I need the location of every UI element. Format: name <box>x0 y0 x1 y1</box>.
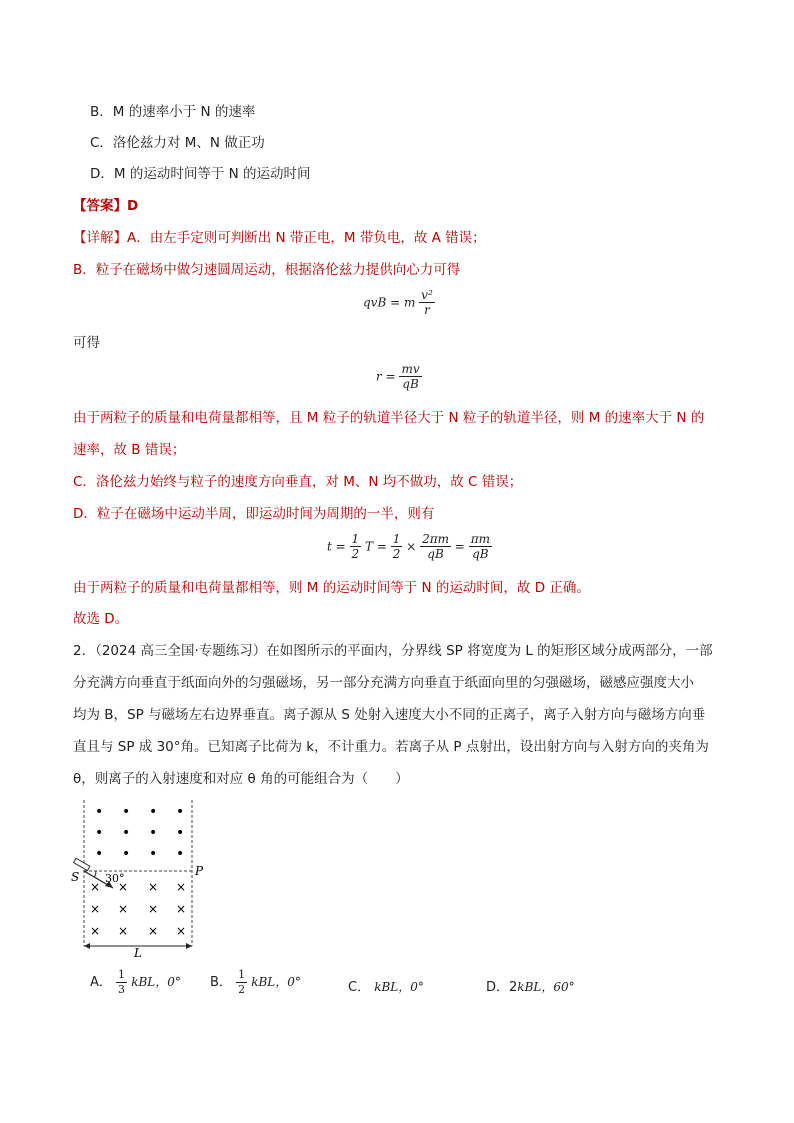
choice-a-letter: A． <box>90 975 112 990</box>
choice-a-value: kBL，0° <box>131 975 181 989</box>
dot: • <box>122 825 131 841</box>
cross: × <box>148 924 159 938</box>
q2-line5: θ，则离子的入射速度和对应 θ 角的可能组合为（ ） <box>73 771 409 787</box>
choice-b-fraction <box>236 968 247 997</box>
q1-option-c: C．洛伦兹力对 M、N 做正功 <box>90 135 265 151</box>
eq1-fraction <box>419 288 435 317</box>
dim-arrow-right <box>186 943 192 949</box>
label-angle: 30° <box>105 872 125 885</box>
q1-detail-d2: 由于两粒子的质量和电荷量都相等，则 M 的运动时间等于 N 的运动时间，故 D 正确。 <box>73 580 590 596</box>
choice-c-letter: C． <box>348 980 371 995</box>
dot: • <box>176 804 185 820</box>
label-P: P <box>195 864 204 878</box>
q1-kede: 可得 <box>73 335 100 351</box>
cross: × <box>118 924 129 938</box>
q1-option-d: D．M 的运动时间等于 N 的运动时间 <box>90 166 311 182</box>
ion-source <box>74 858 90 870</box>
label-S: S <box>71 870 80 884</box>
choice-b-letter: B． <box>210 975 232 990</box>
choice-b-value: kBL，0° <box>251 975 301 989</box>
dot: • <box>122 804 131 820</box>
choice-d-value: kBL，60° <box>517 980 575 994</box>
choice-a[interactable] <box>90 968 181 997</box>
eq2-fraction <box>399 362 421 391</box>
eq3-frac3-den: qB <box>427 547 444 561</box>
eq2-numerator: mv <box>401 362 420 376</box>
dot: • <box>149 825 158 841</box>
dot: • <box>176 825 185 841</box>
cross: × <box>90 902 101 916</box>
dot: • <box>149 804 158 820</box>
field-crosses-in <box>90 880 186 938</box>
q2-line4: 直且与 SP 成 30°角。已知离子比荷为 k，不计重力。若离子从 P 点射出，设出射方向与入射方向的夹角为 <box>73 739 709 755</box>
cross: × <box>90 924 101 938</box>
q1-answer: 【答案】D <box>73 198 139 214</box>
eq1-numerator: v² <box>421 288 433 302</box>
q1-detail-d1: D．粒子在磁场中运动半周，即运动时间为周期的一半，则有 <box>73 506 435 522</box>
dim-arrow-left <box>84 943 90 949</box>
q2-line1: 2．（2024 高三全国·专题练习）在如图所示的平面内，分界线 SP 将宽度为 L 的矩形区域分成两部分，一部 <box>73 643 713 659</box>
choice-d-letter: D．2 <box>486 980 518 995</box>
cross: × <box>176 880 187 894</box>
q1-detail-c: C．洛伦兹力始终与粒子的速度方向垂直，对 M、N 均不做功，故 C 错误； <box>73 474 523 490</box>
cross: × <box>148 902 159 916</box>
q1-option-b: B．M 的速率小于 N 的速率 <box>90 104 256 120</box>
cross: × <box>90 880 101 894</box>
label-L: L <box>134 946 142 958</box>
eq3-frac3-num: 2πm <box>422 532 449 546</box>
choice-a-den: 3 <box>118 983 126 996</box>
field-dots-out <box>95 804 184 862</box>
dot: • <box>149 846 158 862</box>
q1-detail-b2: 由于两粒子的质量和电荷量都相等，且 M 粒子的轨道半径大于 N 粒子的轨道半径，则 M 的速率大于 N 的 <box>73 410 705 426</box>
choice-a-fraction <box>116 968 127 997</box>
q1-detail-b3: 速率，故 B 错误； <box>73 442 186 458</box>
eq3-frac4-den: qB <box>472 547 489 561</box>
q2-line2: 分充满方向垂直于纸面向外的匀强磁场，另一部分充满方向垂直于纸面向里的匀强磁场，磁感应强度大小 <box>73 675 694 691</box>
dot: • <box>95 804 104 820</box>
eq3-times: × <box>406 539 417 554</box>
dot: • <box>95 846 104 862</box>
cross: × <box>148 880 159 894</box>
eq1-left: qvB = m <box>363 295 416 310</box>
eq3-frac2-den: 2 <box>392 547 401 561</box>
eq3-t: t = <box>327 539 346 554</box>
cross: × <box>118 880 129 894</box>
eq2-denominator: qB <box>402 377 419 391</box>
eq3-frac1-den: 2 <box>351 547 360 561</box>
equation-radius <box>376 362 422 391</box>
choice-c[interactable] <box>348 976 424 995</box>
cross: × <box>118 902 129 916</box>
eq3-frac2-num: 1 <box>392 532 401 546</box>
q1-detail-b1: B．粒子在磁场中做匀速圆周运动，根据洛伦兹力提供向心力可得 <box>73 262 461 278</box>
dot: • <box>176 846 185 862</box>
eq3-frac1 <box>350 532 362 561</box>
dot: • <box>95 825 104 841</box>
eq3-T: T = <box>365 539 387 554</box>
choice-c-value: kBL，0° <box>374 980 424 994</box>
angle-arc <box>95 871 97 877</box>
cross: × <box>176 924 187 938</box>
q2-line3: 均为 B，SP 与磁场左右边界垂直。离子源从 S 处射入速度大小不同的正离子，离子入射方向与磁场方向垂 <box>73 707 706 723</box>
q1-detail-a: 【详解】A．由左手定则可判断出 N 带正电，M 带负电，故 A 错误； <box>73 230 486 246</box>
eq2-left: r = <box>376 369 396 384</box>
dot: • <box>122 846 131 862</box>
eq3-equals: = <box>454 539 465 554</box>
choice-b-den: 2 <box>238 983 246 996</box>
eq3-frac4 <box>469 532 492 561</box>
eq1-denominator: r <box>424 303 430 317</box>
eq3-frac3 <box>420 532 451 561</box>
choice-b[interactable] <box>210 968 301 997</box>
choice-b-num: 1 <box>238 968 246 981</box>
equation-time <box>327 532 492 561</box>
q1-final: 故选 D。 <box>73 611 129 627</box>
choice-d[interactable] <box>486 976 575 995</box>
magnetic-field-figure <box>66 796 206 958</box>
eq3-frac1-num: 1 <box>351 532 360 546</box>
eq3-frac2 <box>391 532 403 561</box>
cross: × <box>176 902 187 916</box>
choice-a-num: 1 <box>118 968 126 981</box>
eq3-frac4-num: πm <box>470 532 490 546</box>
equation-lorentz-force <box>363 288 435 317</box>
